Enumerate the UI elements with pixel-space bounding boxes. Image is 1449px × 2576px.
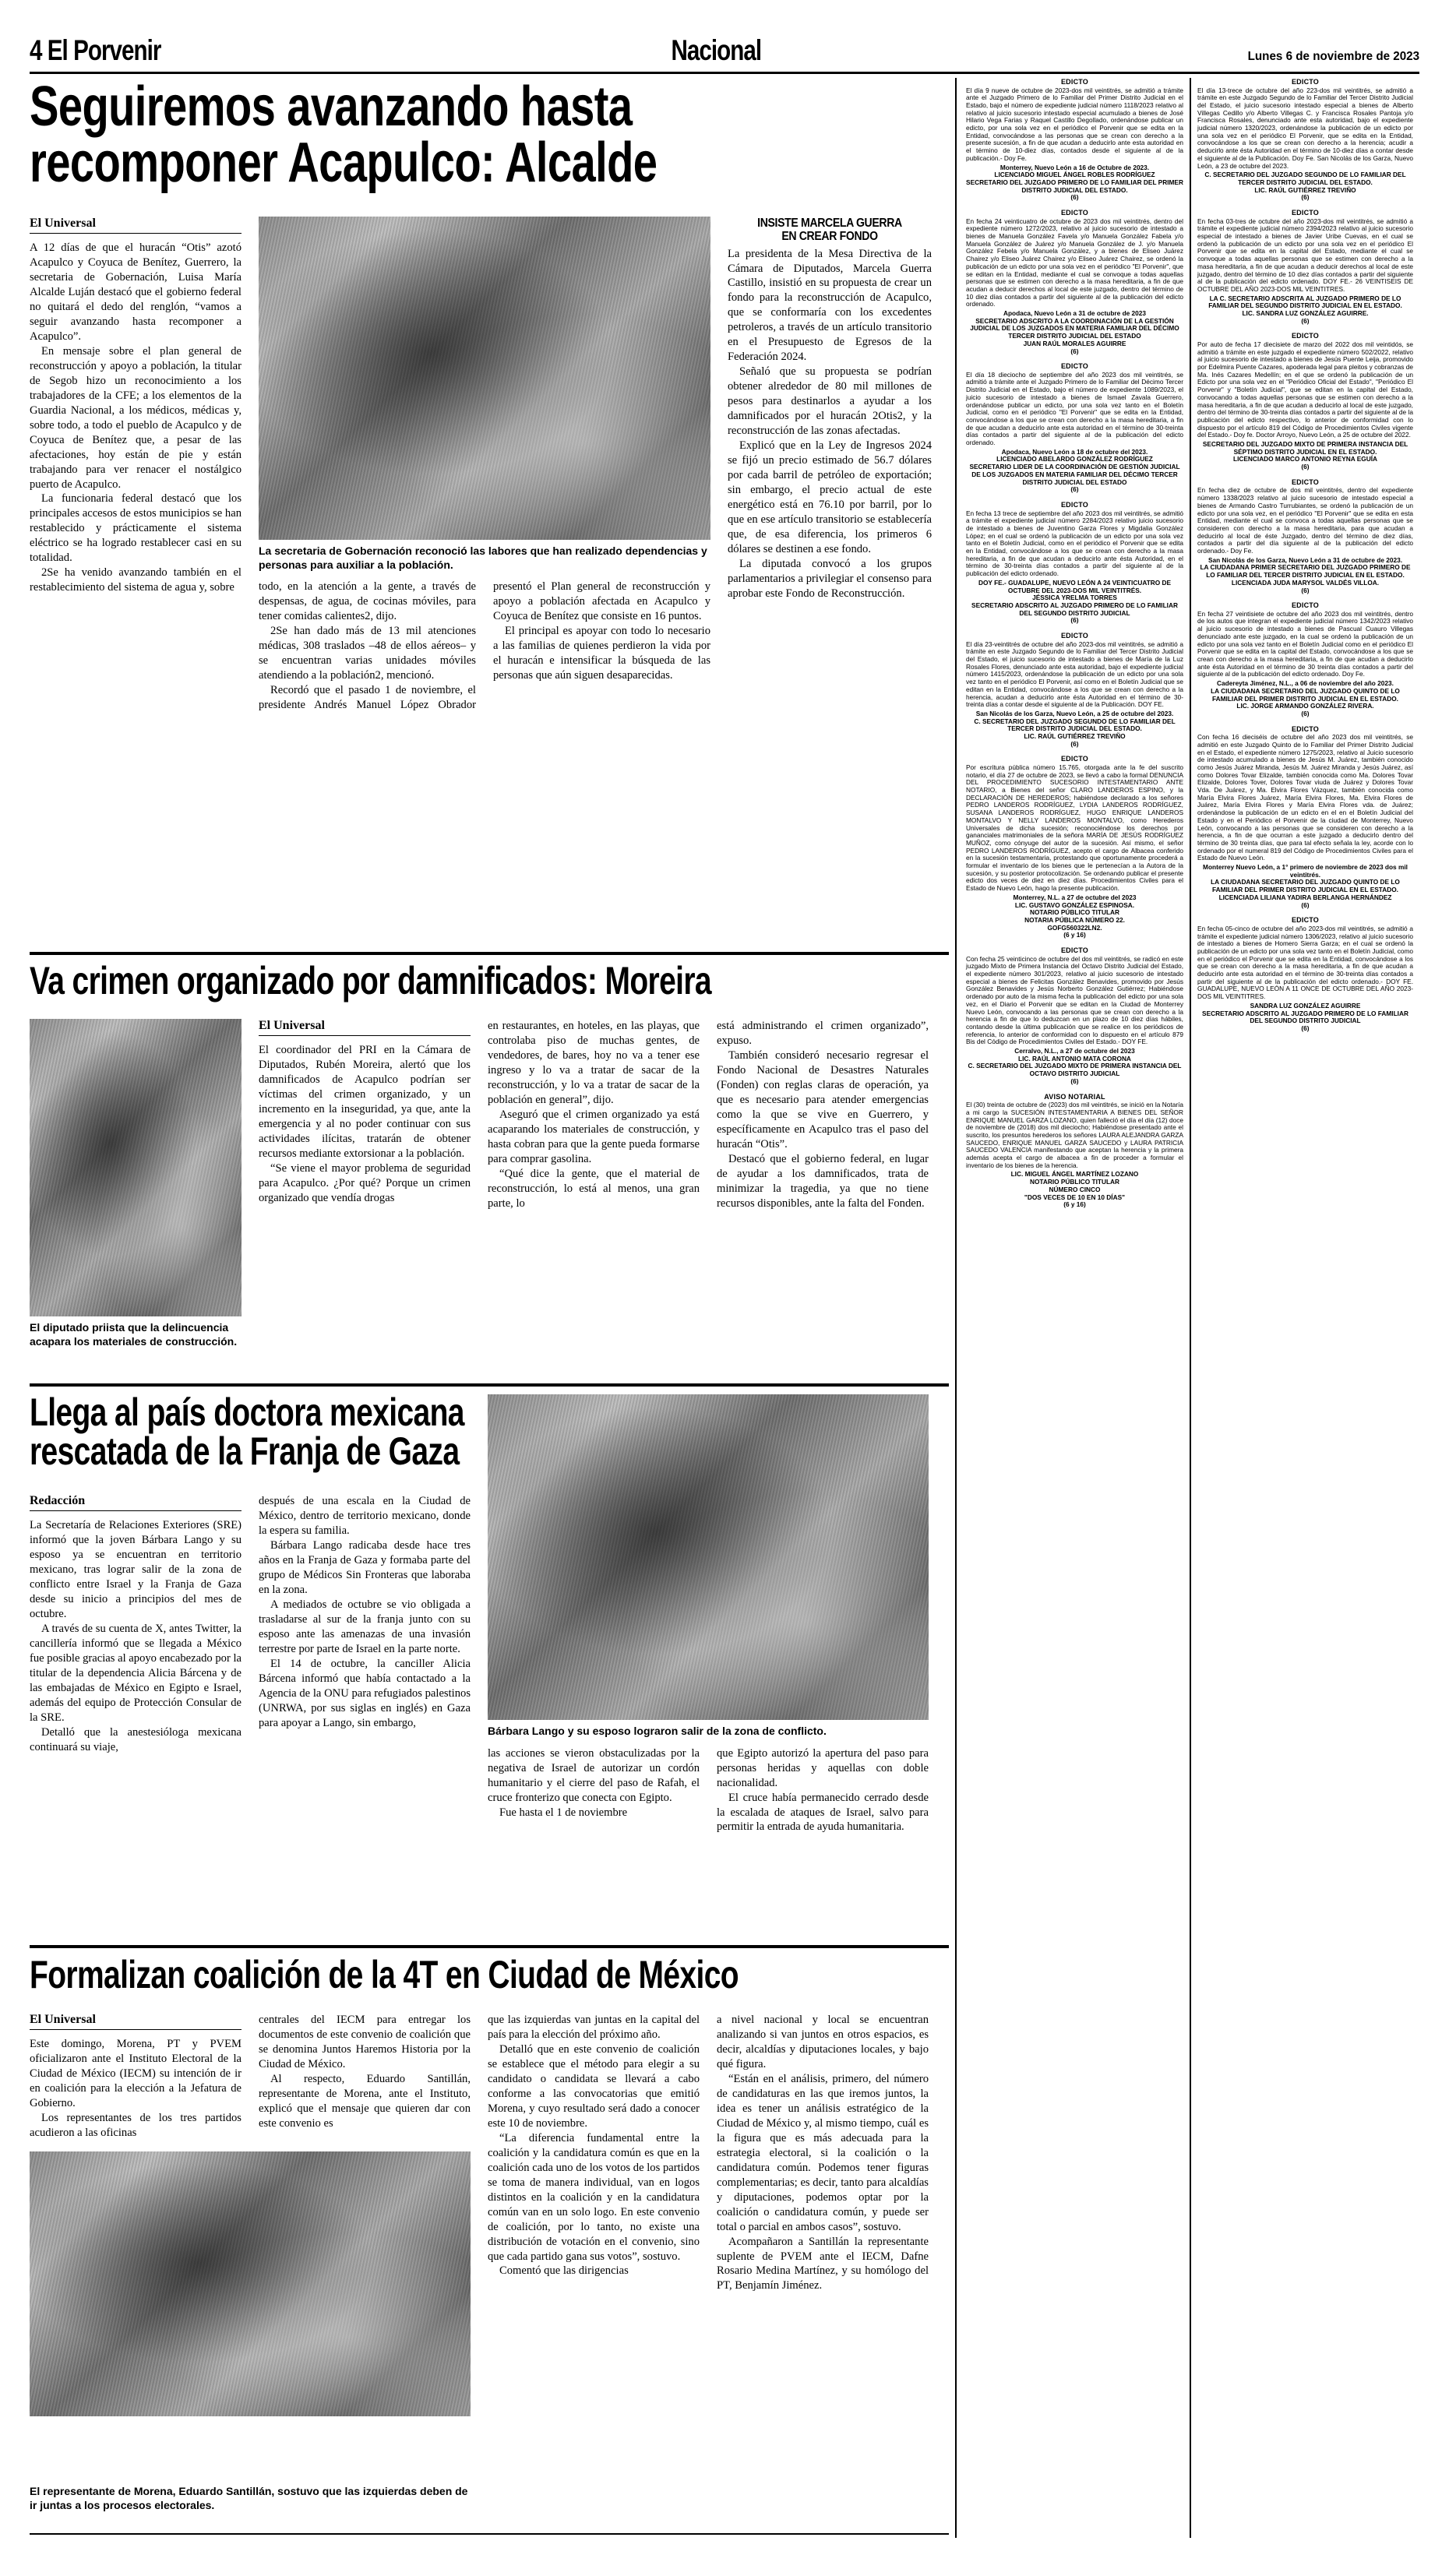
legal-notice-body: El día 13-trece de octubre del año 223-dos mil veintitrés, se admitió a trámite en este Juzgado Segundo de lo Familiar del Tercer Distrito Judicial del Estado, el juicio sucesorio intestado especial a bienes de Alberto Villegas Cedillo y/o Alberto Villegas C. y Francisca Rosales Pantoja y/o Francisca Rosales, denunciado ante esta autoridad, bajo el expediente judicial número 1320/2023, ordenándose la publicación de un edicto por una sola vez en el periódico El Porvenir, que se edita en la Entidad, convocándose a los que se crean con derecho a la herencia; acudir a deducirlo ante ésta Autoridad en el término de 10-diez días a contar desde el siguiente al de la Publicación. Doy Fe. San Nicolás de los Garza, Nuevo León, a 23 de octubre del 2023. xyxy=(1197,86,1413,170)
legal-notice-body: El día 23-veintitrés de octubre del año 2023-dos mil veintitrés, se admitió a trámite en este Juzgado Segundo de lo Familiar del Tercer Distrito Judicial del Estado, el juicio sucesorio de intestado a bienes de María de la Luz Rosales Flores, denunciado ante esta autoridad, bajo el expediente judicial número 1415/2023, ordenándose la publicación de un edicto por una sola vez tanto en el periódico El Porvenir, así como en el Boletín Judicial que se editan en la Entidad, convocándose a los que se crean con derecho a la herencia, acudan a deducirlo ante ésta Autoridad en el término de 30-treinta días a contar desde el siguiente al de la Publicación. DOY FE. xyxy=(966,640,1183,709)
article4-column-1 xyxy=(30,2037,242,2141)
legal-notice-title: EDICTO xyxy=(1291,78,1320,86)
paragraph: Los representantes de los tres partidos acudieron a las oficinas xyxy=(30,2111,242,2139)
paragraph: El cruce había permanecido cerrado desde la escalada de ataques de Israel, salvo para permitir la entrada de ayuda humanitaria. xyxy=(717,1791,929,1834)
legal-notice-body: El día 9 nueve de octubre de 2023-dos mil veintitrés, se admitió a trámite ante el Juzgado Primero de lo Familiar del Primer Distrito Judicial en el Estado, bajo el número de expediente judicial número 1118/2023 relativo al relativo al juicio sucesorio intestado especial acumulado a bienes de José Hilario Vega Farias y Raquel Castillo Degollado, ordenándose publicar un edicto, por una sola vez en el periódico el Porvenir que se edita en la Entidad, convocándose a las personas que se crean con derecho a la presente sucesión, a fin de que acudan a deducirlo ante esta autoridad en el término de 10-diez días, contados desde el siguiente al de la publicación.- Doy Fe. xyxy=(966,86,1183,162)
article4-column-4 xyxy=(717,2013,929,2293)
article2-column-3 xyxy=(717,1019,929,1211)
legal-notice xyxy=(966,1093,1183,1209)
article-coalicion-4t xyxy=(30,1953,949,2533)
legal-notice-signature: Monterrey, Nuevo León a 16 de Octubre de 2023. LICENCIADO MIGUEL ÁNGEL ROBLES RODRÍGUEZ SECRETARIO DEL JUZGADO PRIMERO DE LO FAMILIAR DEL PRIMER DISTRITO JUDICIAL DEL ESTADO. (6) xyxy=(966,163,1183,202)
legal-notice-title: AVISO NOTARIAL xyxy=(1044,1092,1105,1101)
paragraph: después de una escala en la Ciudad de México, dentro de territorio mexicano, donde la espera su familia. xyxy=(259,1495,471,1537)
legal-notice xyxy=(1197,332,1413,470)
paragraph: Detalló que la anestesióloga mexicana continuará su viaje, xyxy=(30,1725,242,1753)
paragraph: Al respecto, Eduardo Santillán, representante de Morena, ante el Instituto, explicó que el mensaje que quieren dar con este convenio es xyxy=(259,2072,471,2130)
paragraph: centrales del IECM para entregar los documentos de este convenio de coalición que se denomina Juntos Haremos Historia por la Ciudad de México. xyxy=(259,2014,471,2070)
legal-notice xyxy=(966,632,1183,748)
legal-notice xyxy=(966,946,1183,1085)
article1-sidebar-kicker xyxy=(728,217,932,244)
paragraph: El coordinador del PRI en la Cámara de Diputados, Rubén Moreira, alertó que los damnificados de Acapulco podrían ser víctimas del crimen organizado, y un incremento en la inseguridad, ya que, ante la emergencia y al no poder continuar con sus actividades ilícitas, tratarán de obtener recursos mediante extorsionar a la población. xyxy=(259,1044,471,1160)
legal-notice-signature: LA C. SECRETARIO ADSCRITA AL JUZGADO PRIMERO DE LO FAMILIAR DEL SEGUNDO DISTRITO JUDICIAL EN EL ESTADO. LIC. SANDRA LUZ GONZÁLEZ AGUIRRE. (6) xyxy=(1208,294,1402,325)
article4-headline-text: Formalizan coalición de la 4T en Ciudad de México xyxy=(30,1953,739,1996)
article1-sidebar-body xyxy=(728,247,932,601)
legal-notice xyxy=(1197,601,1413,717)
legal-notice-title: EDICTO xyxy=(1060,755,1089,763)
article1-column-2 xyxy=(259,580,710,713)
article1-headline-line2: recomponer Acapulco: Alcalde xyxy=(30,132,658,195)
legal-notice-title: EDICTO xyxy=(1060,209,1089,217)
legal-notice-signature: Apodaca, Nuevo León a 31 de octubre de 2023 SECRETARIO ADSCRITO A LA COORDINACIÓN DE LA GESTIÓN JUDICIAL DE LOS JUZGADOS EN MATERIA FAMILIAR DEL DÉCIMO TERCER DISTRITO JUDICIAL DEL ESTADO JUAN RAÚL MORALES AGUIRRE (6) xyxy=(970,309,1179,355)
paragraph: También consideró necesario regresar el Fondo Nacional de Desastres Naturales (Fonden) con reglas claras de operación, ya que es necesario para atender emergencias como la que se vive en Guerrero, y específicamente en Acapulco tras el paso del huracán “Otis”. xyxy=(717,1048,929,1151)
paragraph: Bárbara Lango radicaba desde hace tres años en la Franja de Gaza y formaba parte del grupo de Médicos Sin Fronteras que laboraba en la zona. xyxy=(259,1538,471,1596)
paragraph: 2Se han dado más de 13 mil atenciones médicas, 308 traslados –48 de ellos aéreos– y se encuentran varias unidades móviles atendiendo a la población2, mencionó. xyxy=(259,625,476,682)
paragraph: La presidenta de la Mesa Directiva de la Cámara de Diputados, Marcela Guerra Castillo, insistió en su propuesta de crear un fondo para la reconstrucción de Acapulco, que se conformaría con los excedentes petroleros, a través de un artículo transitorio en el Presupuesto de Egresos de la Federación 2024. xyxy=(728,247,932,364)
paragraph: está administrando el crimen organizado”, expuso. xyxy=(717,1020,929,1047)
legal-notice-signature: LIC. MIGUEL ÁNGEL MARTÍNEZ LOZANO NOTARIO PÚBLICO TITULAR NÚMERO CINCO "DOS VECES DE 10 EN 10 DÍAS" (6 y 16) xyxy=(1010,1170,1139,1209)
divider-after-article3 xyxy=(30,1945,949,1948)
paragraph: Este domingo, Morena, PT y PVEM oficializaron ante el Instituto Electoral de la Ciudad de México (IECM) su intención de ir en coalición para la elección a la Jefatura de Gobierno. xyxy=(30,2038,242,2109)
legal-notice xyxy=(1197,478,1413,594)
legal-notice-body: En fecha diez de octubre de dos mil veintitrés, dentro del expediente número 1338/2023 relativo al juicio sucesorio de intestado especial a bienes de Armando Castro Turrubiantes, se ordenó la publicación de un edicto por una sola vez, en el periódico "El Porvenir" que se edita en esta Entidad, mediante el cual se convoca a todas aquellas personas que se consideren con derecho a la masa hereditaria, para que acudan a deducirlo al local de éste Juzgado, dentro del término de diez días, contados a partir del día siguiente al de la publicación del edicto ordenado.- Doy Fe. xyxy=(1197,486,1413,555)
paragraph: “Se viene el mayor problema de seguridad para Acapulco. ¿Por qué? Porque un crimen organizado que vendía drogas xyxy=(259,1161,471,1204)
legal-notice xyxy=(966,501,1183,625)
legal-notice-title: EDICTO xyxy=(1291,477,1320,486)
issue-date: Lunes 6 de noviembre de 2023 xyxy=(1247,50,1419,63)
legal-notice-signature: Monterrey, N.L. a 27 de octubre del 2023 LIC. GUSTAVO GONZÁLEZ ESPINOSA. NOTARIO PÚBLICO TITULAR NOTARIA PÚBLICA NÚMERO 22. GOFG560322LN2. (6 y 16) xyxy=(1013,893,1137,939)
article2-column-1 xyxy=(259,1043,471,1206)
paragraph: que Egipto autorizó la apertura del paso para personas heridas y aquellas con doble nacionalidad. xyxy=(717,1746,929,1789)
paragraph: Aseguró que el crimen organizado ya está acaparando los materiales de construcción, y hasta cobran para que la gente pueda formarse para comprar gasolina. xyxy=(488,1108,700,1165)
paragraph: El 14 de octubre, la canciller Alicia Bárcena informó que había contactado a la Agencia de la ONU para refugiados palestinos (UNRWA, por sus siglas en inglés) en Gaza para apoyar a Lango, sin embargo, xyxy=(259,1657,471,1729)
section-title: Nacional xyxy=(671,34,762,66)
legal-notice-title: EDICTO xyxy=(1060,632,1089,640)
legal-notices-column-2 xyxy=(1190,78,1419,2538)
article2-byline: El Universal xyxy=(259,1019,471,1036)
legal-notice-body: Por auto de fecha 17 diecisiete de marzo del 2022 dos mil veintidós, se admitió a trámite en este juzgado el expediente número 502/2022, relativo al juicio sucesorio de intestado a bienes de Jesús Puente Leija, promovido por Edelmira Puente Cazares, apoderada legal para pleitos y cobranzas de Ma. Inés Cazares Medellín; en el que se ordenó la publicación de un Edicto por una sola vez en el "Periódico Oficial del Estado", "Periódico El Porvenir" y "Boletín Judicial", que se editan en la capital del Estado, convocando a todas aquellas personas que se estimen con derecho a la masa hereditaria, a fin de que acudan a deducirlo al local de este juzgado, dentro del término de 30-treinta días contados a partir del siguiente al de la publicación del edicto respectivo, lo anterior de conformidad con lo dispuesto por el artículo 819 del Código de Procedimientos Civiles vigente del Estado.- Doy fe. Doctor Arroyo, Nuevo León, a 25 de octubre del 2022. xyxy=(1197,340,1413,439)
legal-notice-body: Con fecha 16 dieciséis de octubre del año 2023 dos mil veintitrés, se admitió en este Juzgado Quinto de lo Familiar del Primer Distrito Judicial en el Estado, el expediente número 1275/2023, relativo al Juicio sucesorio de intestado acumulado a bienes de Jesús M. Juárez, también conocido como Jesús Juárez Miranda, Jesús M. Juárez Miranda y Jesús Juárez, así como Dolores Tovar Elizalde, también conocida como Ma. Dolores Tovar Elizalde, Dolores Tover, Dolores Tovar viuda de Juárez y Dolores Tovar Vda. De Juárez, y Ma. Elvira Flores Vázquez, también conocida como María Elvira Flores Juárez, María Elvira Flores, Ma. Elvira Flores de Juárez, María Elvira Flores y María Elvira Flores vda. de Juárez; ordenándose la publicación de un edicto en el en el Boletín Judicial del Estado y en el Periódico el Porvenir de la ciudad de Monterrey, Nuevo León, convocando a las personas que se consideren con derecho a la herencia, a fin de que ocurran a este juzgado a deducirlo dentro del término de 30 treinta días, que para tal efecto señala la ley, acorde con lo ordenado por el numeral 819 del Código de Procedimientos Civiles para el Estado de Nuevo León. xyxy=(1197,733,1413,862)
article4-column-3 xyxy=(488,2013,700,2278)
legal-notice-body: Con fecha 25 veinticinco de octubre del dos mil veintitrés, se radicó en este juzgado Mixto de Primera Instancia del Octavo Distrito Judicial del Estado, el expediente número 301/2023, relativo al juicio sucesorio de intestado especial a bienes de Felicitas González Benavides, promovido por Jesús González Benavides y Jesús Norberto González Gutiérrez; Habiéndose ordenado por auto de la misma fecha la publicación del edicto por una sola vez, en el Diario el Porvenir que se editan en la Ciudad de Monterrey Nuevo León, convocando a las personas que se crean con derecho a la herencia a fin de que lo deduzcan en un plazo de 10 diez días hábiles, contando desde la última publicación que se realice en los periódicos de referencia, lo anterior de conformidad con lo dispuesto en el artículo 879 Bis del Código de Procedimientos Civiles del Estado.- DOY FE. xyxy=(966,954,1183,1046)
article2-photo-caption: El diputado priista que la delincuencia acapara los materiales de construcción. xyxy=(30,1321,238,1348)
legal-notices-column-1 xyxy=(960,78,1190,2538)
legal-notice-signature: Cerralvo, N.L., a 27 de octubre del 2023 LIC. RAÚL ANTONIO MATA CORONA C. SECRETARIO DEL JUZGADO MIXTO DE PRIMERA INSTANCIA DEL OCTAVO DISTRITO JUDICIAL (6) xyxy=(968,1047,1182,1085)
article4-headline xyxy=(30,1953,949,2000)
legal-notice-title: EDICTO xyxy=(1291,601,1320,610)
article1-headline-line1: Seguiremos avanzando hasta xyxy=(30,76,633,138)
paragraph: Acompañaron a Santillán la representante suplente de PVEM ante el IECM, Dafne Rosario Medina Martínez, y su homólogo del PT, Benjamín Jiménez. xyxy=(717,2235,929,2292)
article1-photo-caption: La secretaria de Gobernación reconoció las labores que han realizado dependencias y personas para auxiliar a la población. xyxy=(259,544,707,571)
divider-after-article2 xyxy=(30,1383,949,1387)
masthead-rule xyxy=(30,72,1419,74)
legal-notice-title: EDICTO xyxy=(1291,332,1320,340)
legal-notice-signature: Apodaca, Nuevo León a 18 de octubre del 2023. LICENCIADO ABELARDO GONZÁLEZ RODRÍGUEZ SECRETARIO LIDER DE LA COORDINACIÓN DE GESTIÓN JUDICIAL DE LOS JUZGADOS EN MATERIA FAMILIAR DEL DÉCIMO TERCER DISTRITO JUDICIAL DEL ESTADO (6) xyxy=(969,447,1180,494)
article4-photo-santillan xyxy=(30,2151,471,2416)
paragraph: Señaló que su propuesta se podrían obtener alrededor de 80 mil millones de pesos para destinarlos a ayudar a los damnificados por el huracán 2Otis2, y la reconstrucción de las zonas afectadas. xyxy=(728,365,932,438)
article4-photo-caption: El representante de Morena, Eduardo Santillán, sostuvo que las izquierdas deben de ir juntas a los procesos electorales. xyxy=(30,2485,468,2511)
paragraph: Recordó que el pasado 1 de noviembre, el presidente Andrés Manuel López Obrador presentó el Plan general de reconstrucción y apoyo a población afectada en Acapulco y Coyuca de Benítez que consiste en 16 puntos. xyxy=(259,580,710,711)
legal-notice-signature: San Nicolás de los Garza, Nuevo León, a 25 de octubre del 2023. C. SECRETARIO DEL JUZGADO SEGUNDO DE LO FAMILIAR DEL TERCER DISTRITO JUDICIAL DEL ESTADO. LIC. RAÚL GUTIÉRREZ TREVIÑO (6) xyxy=(974,709,1176,748)
legal-notice-signature: Monterrey Nuevo León, a 1° primero de noviembre de 2023 dos mil veintitrés. LA CIUDADANA SECRETARIO DEL JUZGADO QUINTO DE LO FAMILIAR DEL PRIMER DISTRITO JUDICIAL EN EL ESTADO. LICENCIADA LILIANA YADIRA BERLANGA HERNÁNDEZ (6) xyxy=(1203,863,1408,909)
masthead xyxy=(30,31,1419,67)
legal-notice xyxy=(966,362,1183,494)
article1-headline xyxy=(30,76,949,206)
article3-column-4 xyxy=(717,1746,929,1835)
paragraph: A 12 días de que el huracán “Otis” azotó Acapulco y Coyuca de Benítez, Guerrero, la secretaria de Gobernación, Luisa María Alcalde Luján destacó que el gobierno federal no quitará el dedo del renglón, “vamos a seguir avanzando hasta recomponer a Acapulco”. xyxy=(30,241,242,343)
article3-byline: Redacción xyxy=(30,1494,242,1511)
page-number-and-paper-name: 4 El Porvenir xyxy=(30,34,161,66)
article3-column-3 xyxy=(488,1746,700,1820)
article3-column-2 xyxy=(259,1494,471,1731)
legal-notice xyxy=(1197,209,1413,325)
article3-headline-line1: Llega al país doctora mexicana xyxy=(30,1390,464,1434)
article3-photo-barbara-lango xyxy=(488,1394,929,1720)
paragraph: En mensaje sobre el plan general de reconstrucción y apoyo a población, la titular de Segob hizo un reconocimiento a los trabajadores de la CFE; a los elementos de la Guardia Nacional, a los médicos, médicas y, sobre todo, a todo el pueblo de Acapulco y de Coyuca de Benítez que, a pesar de las afectaciones, hoy están de pie y están trabajando para ver renacer el nostálgico puerto de Acapulco. xyxy=(30,344,242,491)
article3-photo-caption: Bárbara Lango y su esposo lograron salir de la zona de conflicto. xyxy=(488,1725,827,1737)
legal-notice xyxy=(1197,916,1413,1032)
article-crimen-organizado xyxy=(30,959,949,1383)
sidebar-kicker-line1: INSISTE MARCELA GUERRA xyxy=(757,217,902,230)
legal-notice-body: En fecha 03-tres de octubre del año 2023-dos mil veintitrés, se admitió a trámite el expediente judicial número 2394/2023 relativo al juicio sucesorio especial de intestado a bienes de Javier Uribe Cuevas, en el cual se ordenó la publicación de un edicto por una sola vez en el periódico El Porvenir que se edita en la capital del Estado, mediante el cual se convoque a todas aquellas personas que se estimen con derecho a la masa hereditaria, a fin de que acudan a deducir derechos al local de este juzgado, dentro del término de 10 diez días contados a partir del siguiente al de la publicación del edicto ordenado. DOY FE.- 26 VEINTISEIS DE OCTUBRE DEL AÑO 2023-DOS MIL VEINTITRES. xyxy=(1197,217,1413,293)
legal-notice-signature: C. SECRETARIO DEL JUZGADO SEGUNDO DE LO FAMILIAR DEL TERCER DISTRITO JUDICIAL DEL ESTADO. LIC. RAÚL GUTIÉRREZ TREVIÑO (6) xyxy=(1204,171,1406,202)
paragraph: “Qué dice la gente, que el material de reconstrucción, lo está al menos, una gran parte, lo xyxy=(488,1167,700,1210)
sidebar-kicker-line2: EN CREAR FONDO xyxy=(781,230,878,244)
legal-notice xyxy=(966,78,1183,202)
legal-notice-title: EDICTO xyxy=(1060,501,1089,509)
legal-notice xyxy=(1197,725,1413,910)
article-hurricane-otis xyxy=(30,76,949,946)
legal-notice-signature: Cadereyta Jiménez, N.L., a 06 de noviembre del año 2023. LA CIUDADANA SECRETARIO DEL JUZGADO QUINTO DE LO FAMILIAR DEL PRIMER DISTRITO JUDICIAL EN EL ESTADO. LIC. JORGE ARMANDO GONZÁLEZ RIVERA. (6) xyxy=(1211,679,1400,717)
legal-notice xyxy=(966,755,1183,939)
legal-notice-body: En fecha 13 trece de septiembre del año 2023 dos mil veintitrés, se admitió a trámite el expediente judicial número 2284/2023 relativo juicio sucesorio de intestado a bienes de Juventino Garza Flores y Migdalia González López; en el cual se ordenó la publicación de un edicto por una sola vez tanto en el Boletín Judicial, como en el periódico el Porvenir que se edita en la Entidad, convocándose a los que se crean con derecho a la masa hereditaria, a fin de que acudan a deducirlo ante ésta Autoridad, en el término de 30-treinta días contados a partir del siguiente al de la publicación del edicto ordenado. xyxy=(966,509,1183,578)
article4-column-2 xyxy=(259,2013,471,2131)
article2-headline-text: Va crimen organizado por damnificados: Moreira xyxy=(30,959,712,1003)
paragraph: en restaurantes, en hoteles, en las playas, que controlaba piso de muchas gentes, de vendedores, de bares, hoy no va a tener ese ingreso y lo va a tratar de sacar de la reconstrucción, y lo va a tratar de sacar de la población en general”, dijo. xyxy=(488,1020,700,1106)
paragraph: Detalló que en este convenio de coalición se establece que el método para elegir a su candidato o candidata se llevará a cabo conforme a las convocatorias que emitió Morena, y cuyo resultado será dado a conocer este 10 de noviembre. xyxy=(488,2042,700,2130)
article3-headline xyxy=(30,1390,471,1485)
article1-byline: El Universal xyxy=(30,217,242,234)
paragraph: El principal es apoyar con todo lo necesario a las familias de quienes perdieron la vida por el huracán e intensificar la búsqueda de las personas que aún siguen desaparecidas. xyxy=(493,625,710,682)
legal-notice-title: EDICTO xyxy=(1291,916,1320,925)
legal-notices-section xyxy=(960,78,1419,2538)
article3-column-1 xyxy=(30,1518,242,1755)
paragraph: Explicó que en la Ley de Ingresos 2024 se fijó un precio estimado de 56.7 dólares por cada barril de petróleo de exportación; sin embargo, el precio actual de este energético está en 76.10 por barril, por lo que en ese artículo transitorio se establecería que, de esa diferencia, los primeros 6 dólares se destinen a ese fondo. xyxy=(728,439,932,555)
article-doctora-gaza xyxy=(30,1390,949,1908)
paragraph: A mediados de octubre se vio obligada a trasladarse al sur de la franja junto con su esposo ante las amenazas de una invasión terrestre por parte de Israel en la parte norte. xyxy=(259,1598,471,1655)
divider-after-article1 xyxy=(30,952,949,955)
paragraph: La diputada convocó a los grupos parlamentarios a privilegiar el consenso para aprobar este Fondo de Reconstrucción. xyxy=(728,557,932,600)
paragraph: “Están en el análisis, primero, del número de candidaturas en las que iremos juntos, la idea es tener un análisis estratégico de la Ciudad de México y, al mismo tiempo, cuál es la figura que es más adecuada para la estrategia electoral, si la coalición o la candidatura común. Podemos tener figuras complementarias; es decir, tanto para alcaldías y diputaciones, podemos optar por la coalición o candidatura común, y puede ser total o parcial en ambos casos”, sostuvo. xyxy=(717,2072,929,2233)
paragraph: La Secretaría de Relaciones Exteriores (SRE) informó que la joven Bárbara Lango y su esposo ya se encuentran en territorio mexicano, tras lograr salir de la zona de conflicto entre Israel y la Franja de Gaza desde su inicio a principios del mes de octubre. xyxy=(30,1519,242,1620)
article3-headline-line2: rescatada de la Franja de Gaza xyxy=(30,1429,460,1473)
paragraph: Fue hasta el 1 de noviembre xyxy=(499,1806,628,1819)
legal-notice-title: EDICTO xyxy=(1060,946,1089,955)
legal-notices-left-rule xyxy=(955,78,957,2538)
article4-byline: El Universal xyxy=(30,2013,242,2030)
legal-notice-body: En fecha 05-cinco de octubre del año 2023-dos mil veintitrés, se admitió a trámite el expediente judicial número 1306/2023, relativo al juicio sucesorio de intestado a bienes de Homero Sierra Garza; en el cual se ordenó la publicación de un edicto por una sola vez tanto en el Boletín Judicial, como en el periódico el Porvenir que se edita en la Entidad, convocándose a los que se crean con derecho a la masa hereditaria, a fin de que acudan a deducirlo ante esta autoridad en el término de 30-treinta días contados a partir del siguiente al de la publicación del edicto ordenado.- DOY FE. GUADALUPE, NUEVO LEÓN A 11 ONCE DE OCTUBRE DEL AÑO 2023-DOS MIL VEINTITRES. xyxy=(1197,924,1413,1001)
legal-notice-body: En fecha 27 veintisiete de octubre del año 2023 dos mil veintitrés, dentro de los autos que integran el expediente judicial número 1342/2023 relativo al juicio sucesorio de intestado a bienes de Pascual Cuauro Villegas denunciado ante este juzgado, en la cual se ordenó la publicación de un edicto por una sola vez tanto en el Boletín Judicial como en el periódico El Porvenir que se edita en la capital del Estado, convocándose a los que se crean con derecho a la masa hereditaria, a fin de que acudan a deducirlo ante ésta Autoridad en el término de 30 treinta días contados a partir del siguiente al de la publicación del edicto ordenado. Doy Fe. xyxy=(1197,609,1413,678)
paragraph: las acciones se vieron obstaculizadas por la negativa de Israel de autorizar un cordón humanitario y el cierre del paso de Rafah, el cruce fronterizo que conecta con Egipto. xyxy=(488,1746,700,1804)
legal-notice-title: EDICTO xyxy=(1291,724,1320,733)
legal-notice-body: El día 18 dieciocho de septiembre del año 2023 dos mil veintitrés, se admitió a trámite ante el Juzgado Primero de lo Familiar del Décimo Tercer Distrito Judicial en el Estado, bajo el número de expediente 1089/2023, el juicio sucesorio de intestado a bienes de Ismael Zavala Guerrero, ordenándose publicar un edicto, por una sola vez tanto en el Boletín Judicial, como en el periódico "El Porvenir" que se edita en la Entidad, convocándose a los que se crean con derecho a la masa hereditaria, a fin de que acudan a deducirlo ante esta autoridad en el término de 30-treinta días contados a partir del siguiente al de la publicación del edicto ordenado. xyxy=(966,370,1183,447)
article2-headline xyxy=(30,959,949,1006)
paragraph: 2Se ha venido avanzando también en el restablecimiento del sistema de agua y, sobre xyxy=(30,566,242,594)
legal-notice-body: El (30) treinta de octubre de (2023) dos mil veintitrés, se inició en la Notaría a mi cargo la SUCESIÓN INTESTAMENTARIA A BIENES DEL SEÑOR ENRIQUE MANUEL GARZA LOZANO, quien falleció el día el día (12) doce de noviembre de (2018) dos mil dieciocho; Habiéndose presentado ante el suscrito, los presuntos herederos los señores LAURA ALEJANDRA GARZA SAUCEDO, ENRIQUE MANUEL GARZA SAUCEDO y LAURA PATRICIA SAUCEDO VALENCIA manifestando que aceptan la herencia y la primera además acepta el cargo de albacea a fin de proceder a formular el inventario de los bienes de la herencia. xyxy=(966,1101,1183,1169)
paragraph: Destacó que el gobierno federal, en lugar de ayudar a los damnificados, trata de minimizar la tragedia, ya que no tiene recursos disponibles, ante la falta del Fonden. xyxy=(717,1152,929,1210)
legal-notice-signature: DOY FE.- GUADALUPE, NUEVO LEÓN A 24 VEINTICUATRO DE OCTUBRE DEL 2023-DOS MIL VEINTITRÉS. JÉSSICA YRELMA TORRES SECRETARIO ADSCRITO AL JUZGADO PRIMERO DE LO FAMILIAR DEL SEGUNDO DISTRITO JUDICIAL (6) xyxy=(971,578,1178,625)
legal-notice-title: EDICTO xyxy=(1060,78,1089,86)
paragraph: La funcionaria federal destacó que los principales accesos de estos municipios se han restablecido y prácticamente el sistema eléctrico se ha logrado restablecer casi en su totalidad. xyxy=(30,492,242,565)
paragraph: todo, en la atención a la gente, a través de despensas, de agua, de cocinas móviles, para tener comidas calientes2, dijo. xyxy=(259,580,476,623)
paragraph: que las izquierdas van juntas en la capital del país para la elección del próximo año. xyxy=(488,2014,700,2041)
legal-notice-signature: San Nicolás de los Garza, Nuevo León a 31 de octubre de 2023. LA CIUDADANA PRIMER SECRETARIO DEL JUZGADO PRIMERO DE LO FAMILIAR DEL TERCER DISTRITO JUDICIAL EN EL ESTADO. LICENCIADA JUDA MARYSOL VALDÉS VILLOA. (6) xyxy=(1200,555,1411,594)
paragraph: a nivel nacional y local se encuentran analizando si van juntos en otros espacios, es decir, alcaldías y diputaciones locales, y bajo qué figura. xyxy=(717,2014,929,2070)
legal-notice-body: Por escritura pública número 15.765, otorgada ante la fe del suscrito notario, el día 27 de octubre de 2023, se llevó a cabo la formal DENUNCIA DEL PROCEDIMIENTO SUCESORIO INTESTAMENTARIO ANTE NOTARIO, a Bienes del señor CLARO LANDEROS ESPINO, y la DECLARACIÓN DE HEREDEROS; habiéndose declarado a los señores PEDRO LANDEROS RODRÍGUEZ, LYDIA LANDEROS RODRÍGUEZ, SUSANA LANDEROS RODRÍGUEZ, HUGO ENRIQUE LANDEROS MONTALVO Y NELLY LANDEROS MONTALVO, como Herederos Universales de dicha sucesión; reconociéndose los derechos por gananciales matrimoniales de la señora MARÍA DE JESÚS RODRÍGUEZ MUÑOZ, como cónyuge del autor de la sucesión. Así mismo, el señor PEDRO LANDEROS RODRÍGUEZ, acepto el cargo de Albacea conferido en la sucesión testamentaria, protestando que oportunamente procederá a formular el inventario de los bienes que le pertenecían a la Autora de la sucesión, y su posterior protocolización. Se ordenando publicar el presente edicto dos veces de diez en diez días. Procedimientos Civiles para el Estado de Nuevo León, hago la presente publicación. xyxy=(966,763,1183,893)
legal-notice xyxy=(1197,78,1413,202)
legal-notice xyxy=(966,209,1183,355)
legal-notice-signature: SANDRA LUZ GONZÁLEZ AGUIRRE SECRETARIO ADSCRITO AL JUZGADO PRIMERO DE LO FAMILIAR DEL SEGUNDO DISTRITO JUDICIAL (6) xyxy=(1202,1001,1408,1032)
paragraph: Comentó que las dirigencias xyxy=(499,2264,629,2278)
legal-notice-signature: SECRETARIO DEL JUZGADO MIXTO DE PRIMERA INSTANCIA DEL SÉPTIMO DISTRITO JUDICIAL EN EL ESTADO. LICENCIADO MARCO ANTONIO REYNA EGUÍA (6) xyxy=(1202,440,1408,471)
article2-column-2 xyxy=(488,1019,700,1211)
article1-photo-gobernacion xyxy=(259,217,710,540)
divider-bottom xyxy=(30,2533,949,2535)
article2-photo-moreira xyxy=(30,1019,242,1316)
legal-notice-body: En fecha 24 veinticuatro de octubre de 2023 dos mil veintitrés, dentro del expediente número 1272/2023, relativo al juicio sucesorio de intestado a bienes de Manuela González Favela y/o Manuela González Fabela y/o Manuela González de Juárez y/o Manuela González de J. y/o Manuela González Febela y/o Manuela González, y a bienes de Eliseo Juárez Chairez y/o Eliseo Juárez Chairez y/o Eliseo Juárez Chairez, se ordenó la publicación de un edicto por una sola vez en el periódico "El Porvenir", que se editan en la Entidad, mediante el cual se convoque a todas aquellas personas que se estimen con derecho a la masa hereditaria, a fin de que acudan a deducir derechos al local de este juzgado, dentro del término de 10 diez días contados a partir del siguiente al de la publicación del edicto ordenado. xyxy=(966,217,1183,308)
paragraph: “La diferencia fundamental entre la coalición y la candidatura común es que en la coalición cada uno de los votos de los partidos se toma de manera individual, van en logos distintos en la coalición y en la candidatura común van en un solo logo. En este convenio de coalición, por lo tanto, no existe una distribución de votación en el convenio, sino que cada partido gana sus votos”, sostuvo. xyxy=(488,2131,700,2263)
article1-column-1 xyxy=(30,241,242,595)
legal-notice-title: EDICTO xyxy=(1291,209,1320,217)
paragraph: A través de su cuenta de X, antes Twitter, la cancillería informó que se llegada a México fue posible gracias al apoyo encabezado por la titular de la dependencia Alicia Bárcena y de las embajadas de México en Egipto e Israel, además del equipo de Protección Consular de la SRE. xyxy=(30,1622,242,1724)
legal-notice-title: EDICTO xyxy=(1060,362,1089,371)
